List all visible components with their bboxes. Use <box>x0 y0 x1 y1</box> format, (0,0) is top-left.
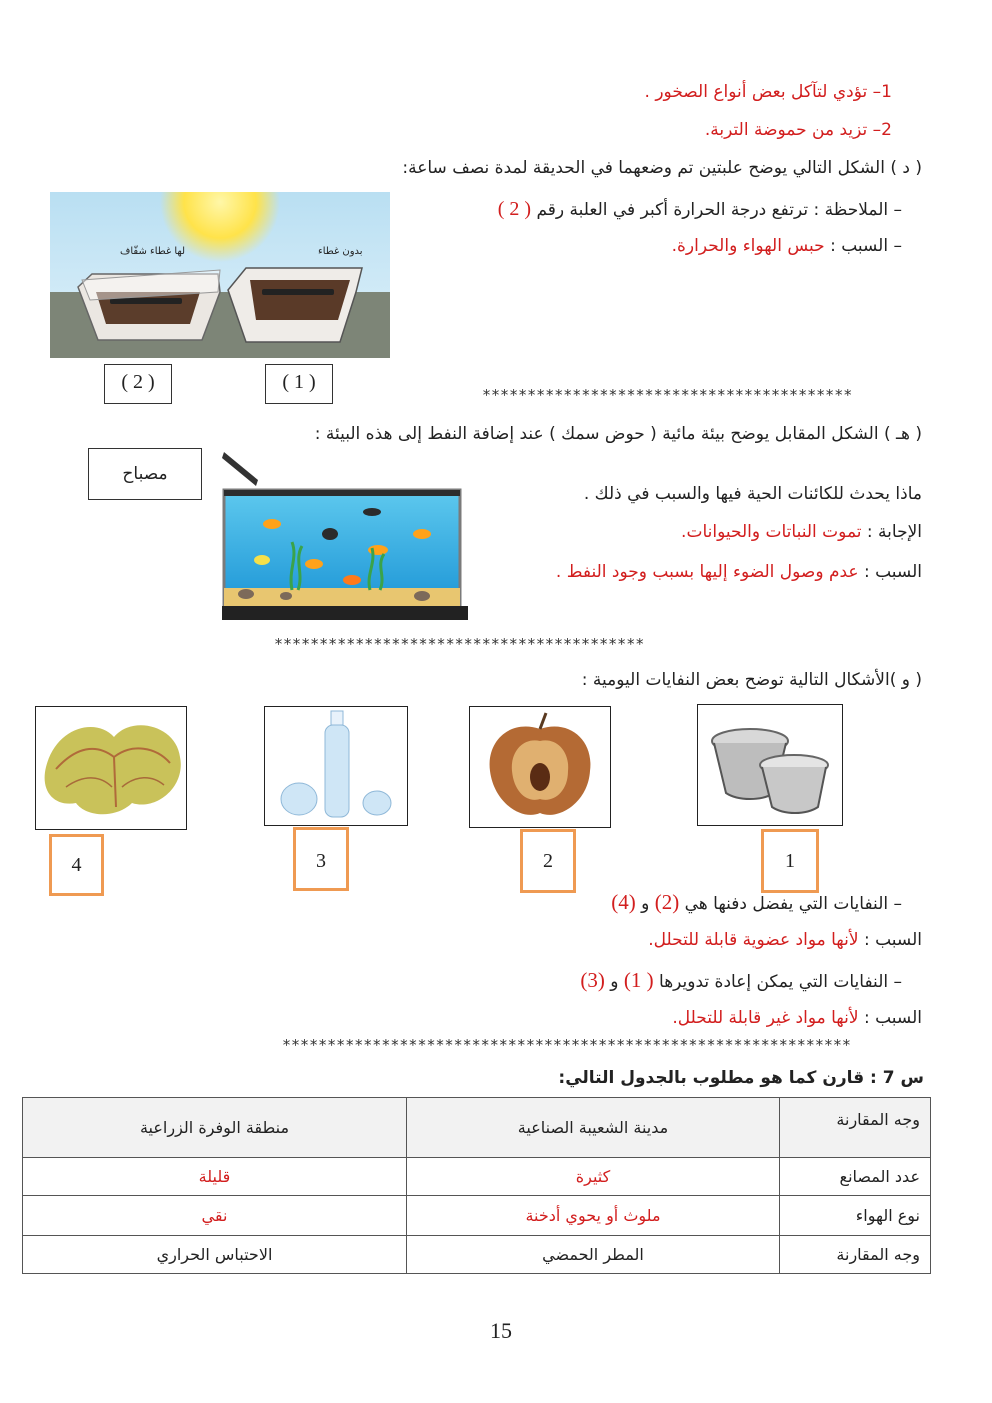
section-h-ask: ماذا يحدث للكائنات الحية فيها والسبب في ذلك . <box>583 484 922 504</box>
waste-number-3: 3 <box>293 827 349 891</box>
waste-image-3-bottles <box>264 706 408 826</box>
table-header-cell: وجه المقارنة <box>780 1098 931 1158</box>
reason-line-h <box>556 562 922 582</box>
page-number: 15 <box>490 1318 512 1343</box>
table-cell: المطر الحمضي <box>407 1236 780 1274</box>
label-without-lid: بدون غطاء <box>318 246 363 257</box>
table-cell: نوع الهواء <box>780 1196 931 1236</box>
table-cell: عدد المصانع <box>780 1158 931 1196</box>
observation-value: ( 2 ) <box>497 198 532 220</box>
recycle-line <box>580 968 902 993</box>
bury-a: (2) <box>654 890 680 914</box>
recycle-label: – النفايات التي يمكن إعادة تدويرها <box>659 972 902 992</box>
section-h-question: ( هـ ) الشكل المقابل يوضح بيئة مائية ( حوض سمك ) عند إضافة النفط إلى هذه البيئة : <box>314 424 922 444</box>
table-cell: كثيرة <box>407 1158 780 1196</box>
reason-value-d: حبس الهواء والحرارة. <box>671 236 825 256</box>
answer-label-h: الإجابة : <box>866 522 922 542</box>
reason-value-w1: لأنها مواد عضوية قابلة للتحلل. <box>648 930 859 950</box>
reason-label-d: – السبب : <box>830 236 902 256</box>
table-header-row <box>23 1098 931 1158</box>
containers-image <box>50 192 390 358</box>
acid-rain-effect-2: 2– تزيد من حموضة التربة. <box>704 120 892 140</box>
aquarium-image <box>222 450 474 624</box>
reason-value-h: عدم وصول الضوء إليها بسبب وجود النفط . <box>555 562 859 582</box>
bury-label: – النفايات التي يفضل دفنها هي <box>684 894 902 914</box>
table-cell: قليلة <box>23 1158 407 1196</box>
table-row <box>23 1196 931 1236</box>
separator-2: ***************************************** <box>274 635 645 653</box>
bury-and: و <box>641 894 650 914</box>
waste-number-2: 2 <box>520 829 576 893</box>
reason-line-w2 <box>672 1008 922 1028</box>
reason-value-w2: لأنها مواد غير قابلة للتحلل. <box>672 1008 859 1028</box>
container-2-label: ( 2 ) <box>104 364 172 404</box>
recycle-and: و <box>610 972 619 992</box>
reason-line-d <box>672 236 902 256</box>
table-cell: وجه المقارنة <box>780 1236 931 1274</box>
table-row <box>23 1236 931 1274</box>
bury-line <box>611 890 902 915</box>
answer-value-h: تموت النباتات والحيوانات. <box>681 522 862 542</box>
table-cell: الاحتباس الحراري <box>23 1236 407 1274</box>
table-row <box>23 1158 931 1196</box>
acid-rain-effect-1: 1– تؤدي لتآكل بعض أنواع الصخور . <box>644 82 892 102</box>
section-w-question: ( و )الأشكال التالية توضح بعض النفايات اليومية : <box>581 670 922 690</box>
answer-line-h <box>681 522 922 542</box>
recycle-a: ( 1) <box>623 968 654 992</box>
label-with-lid: لها غطاء شفّاف <box>120 246 186 257</box>
separator-1: ***************************************** <box>482 386 853 404</box>
reason-line-w1 <box>648 930 922 950</box>
waste-image-1-foil-containers <box>697 704 843 826</box>
lamp-label: مصباح <box>88 448 202 500</box>
table-header-cell: مدينة الشعيبة الصناعية <box>407 1098 780 1158</box>
bury-b: (4) <box>611 890 636 914</box>
reason-label-w1: السبب : <box>863 930 922 950</box>
waste-number-1: 1 <box>761 829 819 893</box>
section-d-question: ( د ) الشكل التالي يوضح علبتين تم وضعهما في الحديقة لمدة نصف ساعة: <box>402 158 922 178</box>
waste-image-4-lettuce <box>35 706 187 830</box>
q7-title: س 7 : قارن كما هو مطلوب بالجدول التالي: <box>558 1068 924 1088</box>
container-1-label: ( 1 ) <box>265 364 333 404</box>
table-cell: نقي <box>23 1196 407 1236</box>
lamp-icon <box>222 452 258 486</box>
reason-label-w2: السبب : <box>863 1008 922 1028</box>
comparison-table <box>22 1097 931 1274</box>
waste-number-4: 4 <box>49 834 104 896</box>
separator-3: *************************************************************** <box>282 1036 851 1054</box>
table-header-cell: منطقة الوفرة الزراعية <box>23 1098 407 1158</box>
table-cell: ملوث أو يحوي أدخنة <box>407 1196 780 1236</box>
waste-image-2-apple <box>469 706 611 828</box>
observation-line <box>498 198 902 221</box>
reason-label-h: السبب : <box>863 562 922 582</box>
recycle-b: (3) <box>580 968 605 992</box>
observation-label: – الملاحظة : ترتفع درجة الحرارة أكبر في العلبة رقم <box>536 200 902 220</box>
